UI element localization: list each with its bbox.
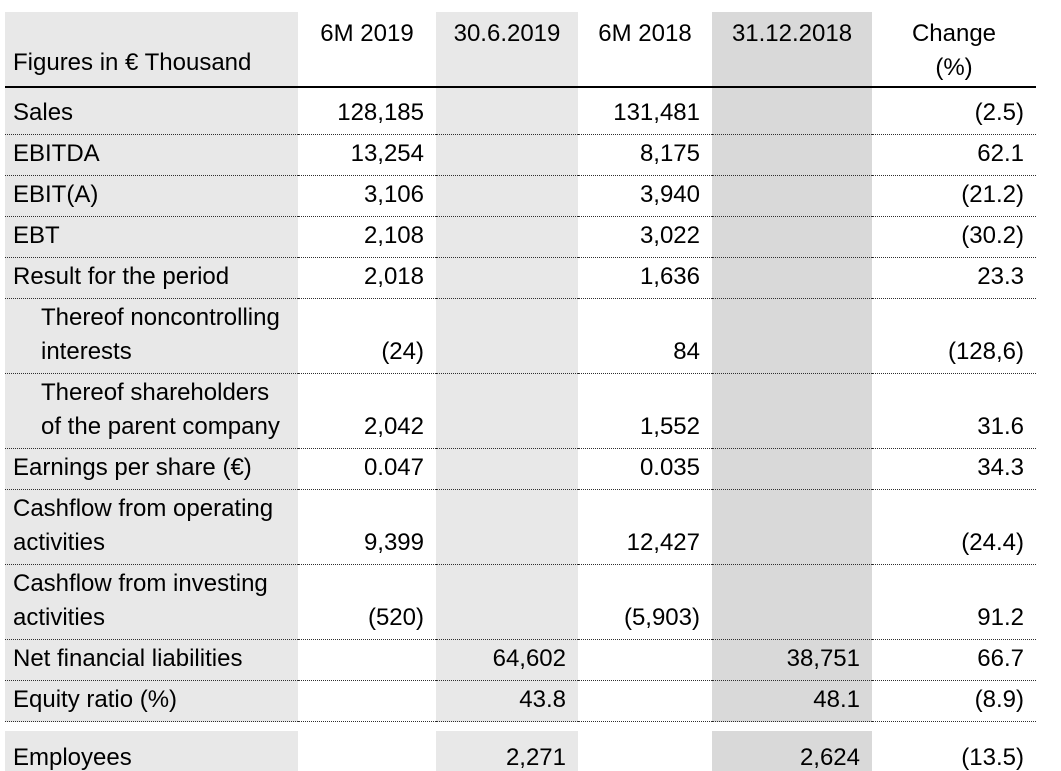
cell-m2019: [298, 640, 436, 681]
row-label: [5, 217, 298, 258]
cell-m2019: 2,042: [363, 413, 424, 440]
cell-m2018: [578, 640, 712, 681]
cell-m2018: 0.035: [639, 454, 700, 481]
cell-b2018: [712, 176, 872, 217]
row-label-line: Thereof shareholders: [41, 379, 270, 406]
row-label-line: Net financial liabilities: [13, 645, 243, 672]
cell-change: (13.5): [961, 744, 1024, 771]
row-label: [5, 449, 298, 490]
cell-b2018: [712, 258, 872, 299]
column-header-6m-2019: 6M 2019: [320, 20, 414, 47]
cell-m2019: (24): [381, 338, 424, 365]
cell-b2018: [712, 217, 872, 258]
cell-b2018: 2,624: [712, 731, 872, 771]
cell-m2018: 8,175: [639, 140, 700, 167]
cell-m2019: (520): [367, 604, 424, 631]
cell-change: (8.9): [974, 686, 1024, 713]
cell-b2018: [712, 87, 872, 135]
row-label-line: activities: [13, 529, 106, 556]
row-label-line: Earnings per share (€): [13, 454, 252, 481]
cell-b2019: [436, 217, 578, 258]
cell-m2018: 12,427: [626, 529, 700, 556]
cell-b2019: [436, 176, 578, 217]
table-row: [5, 681, 1036, 722]
row-label: [5, 258, 298, 299]
cell-m2019: [298, 681, 436, 722]
cell-b2019: [436, 374, 578, 449]
cell-m2018: [578, 681, 712, 722]
column-header-30-6-2019: 30.6.2019: [436, 12, 578, 87]
cell-m2019: 13,254: [350, 140, 424, 167]
row-label-line: Cashflow from operating: [13, 495, 274, 522]
cell-m2018: 131,481: [613, 99, 700, 126]
cell-b2018: [712, 449, 872, 490]
cell-change: 34.3: [977, 454, 1024, 481]
column-header-change-percent: [872, 12, 1036, 87]
cell-b2019: 43.8: [436, 681, 578, 722]
cell-change: 23.3: [977, 263, 1024, 290]
cell-m2018: 3,022: [639, 222, 700, 249]
table-row: [5, 490, 1036, 565]
unit-label: Figures in € Thousand: [5, 12, 298, 87]
row-label: [5, 87, 298, 135]
table-row: [5, 731, 1036, 771]
cell-m2018: 3,940: [639, 181, 700, 208]
cell-change: (2.5): [974, 99, 1024, 126]
cell-b2019: 64,602: [436, 640, 578, 681]
cell-b2019: [436, 449, 578, 490]
cell-b2018: [712, 135, 872, 176]
row-label-line: EBIT(A): [13, 181, 99, 208]
cell-change: (21.2): [961, 181, 1024, 208]
cell-b2019: [436, 258, 578, 299]
cell-b2019: [436, 565, 578, 640]
cell-m2019: 0.047: [363, 454, 424, 481]
cell-m2018: 84: [673, 338, 700, 365]
cell-m2019: 9,399: [363, 529, 424, 556]
cell-b2018: 38,751: [712, 640, 872, 681]
header-row: [5, 12, 1036, 87]
row-label: [5, 681, 298, 722]
table-row: [5, 135, 1036, 176]
cell-b2018: [712, 565, 872, 640]
cell-m2019: 3,106: [363, 181, 424, 208]
cell-b2019: [436, 490, 578, 565]
cell-b2019: [436, 299, 578, 374]
cell-change: 31.6: [977, 413, 1024, 440]
table-body: [5, 87, 1036, 771]
row-label-line: Employees: [13, 744, 132, 771]
cell-change: 66.7: [977, 645, 1024, 672]
row-label: [5, 176, 298, 217]
table-row: [5, 374, 1036, 449]
cell-m2018: 1,636: [639, 263, 700, 290]
cell-m2019: 2,108: [363, 222, 424, 249]
key-figures-table: [5, 12, 1036, 771]
table-row: [5, 217, 1036, 258]
row-label: [5, 374, 298, 449]
cell-b2018: [712, 374, 872, 449]
row-label-line: activities: [13, 604, 106, 631]
table-row: [5, 565, 1036, 640]
row-label-line: EBITDA: [13, 140, 100, 167]
row-label: [5, 299, 298, 374]
cell-b2019: 2,271: [436, 731, 578, 771]
column-header-change-line2: (%): [935, 54, 973, 81]
cell-change: (24.4): [961, 529, 1024, 556]
cell-b2018: [712, 299, 872, 374]
cell-m2019: [298, 731, 436, 771]
row-label-line: interests: [41, 338, 132, 365]
row-label: [5, 731, 298, 771]
cell-b2018: [712, 490, 872, 565]
cell-m2019: 128,185: [337, 99, 424, 126]
cell-m2018: [578, 731, 712, 771]
row-label-line: EBT: [13, 222, 60, 249]
row-label-line: of the parent company: [41, 413, 280, 440]
row-label: [5, 565, 298, 640]
table-row: [5, 640, 1036, 681]
cell-b2019: [436, 135, 578, 176]
row-label: [5, 640, 298, 681]
row-label-line: Thereof noncontrolling: [41, 304, 280, 331]
table-row: [5, 258, 1036, 299]
cell-m2019: 2,018: [363, 263, 424, 290]
row-label-line: Equity ratio (%): [13, 686, 178, 713]
row-label-line: Sales: [13, 99, 74, 126]
table-row: [5, 449, 1036, 490]
row-label: [5, 135, 298, 176]
table-row: [5, 87, 1036, 135]
column-header-change-line1: Change: [911, 20, 997, 47]
column-header-6m-2018: 6M 2018: [598, 20, 692, 47]
cell-b2019: [436, 87, 578, 135]
cell-change: (128,6): [947, 338, 1024, 365]
cell-change: 91.2: [977, 604, 1024, 631]
cell-m2018: (5,903): [623, 604, 700, 631]
table-row: [5, 299, 1036, 374]
cell-change: (30.2): [961, 222, 1024, 249]
row-label-line: Result for the period: [13, 263, 230, 290]
table-gap: [5, 722, 1036, 732]
table-row: [5, 176, 1036, 217]
row-label: [5, 490, 298, 565]
table-gap-row: [5, 722, 1036, 732]
row-label-line: Cashflow from investing: [13, 570, 268, 597]
cell-m2018: 1,552: [639, 413, 700, 440]
cell-change: 62.1: [977, 140, 1024, 167]
cell-b2018: 48.1: [712, 681, 872, 722]
column-header-31-12-2018: 31.12.2018: [712, 12, 872, 87]
